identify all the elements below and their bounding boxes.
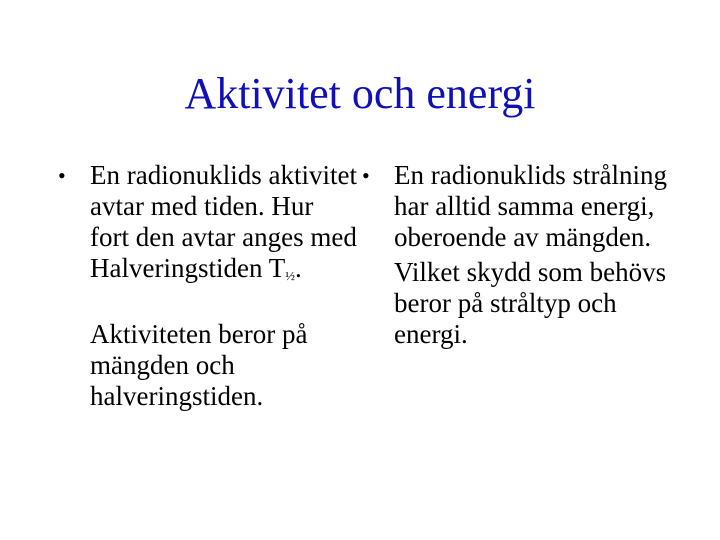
right-bullet xyxy=(362,160,682,350)
left-bullet-paragraph xyxy=(90,160,358,291)
bullet-icon: • xyxy=(362,163,370,188)
right-column xyxy=(362,160,682,350)
left-continuation-text: Aktiviteten beror på mängden och halveringstiden. xyxy=(90,319,308,411)
bullet-icon: • xyxy=(58,163,66,188)
slide-title: Aktivitet och energi xyxy=(184,69,536,118)
right-continuation-text: Vilket skydd som behövs beror på stråltyp och energi. xyxy=(394,257,667,349)
left-bullet xyxy=(58,160,358,412)
right-bullet-text: En radionuklids strålning har alltid samma energi, oberoende av mängden. xyxy=(394,160,667,252)
half-subscript: ½ xyxy=(285,268,295,283)
left-bullet-text: En radionuklids aktivitet avtar med tiden. Hur fort den avtar anges med Halveringstiden T xyxy=(90,160,357,283)
left-column xyxy=(58,160,358,412)
left-bullet-end: . xyxy=(294,253,302,283)
